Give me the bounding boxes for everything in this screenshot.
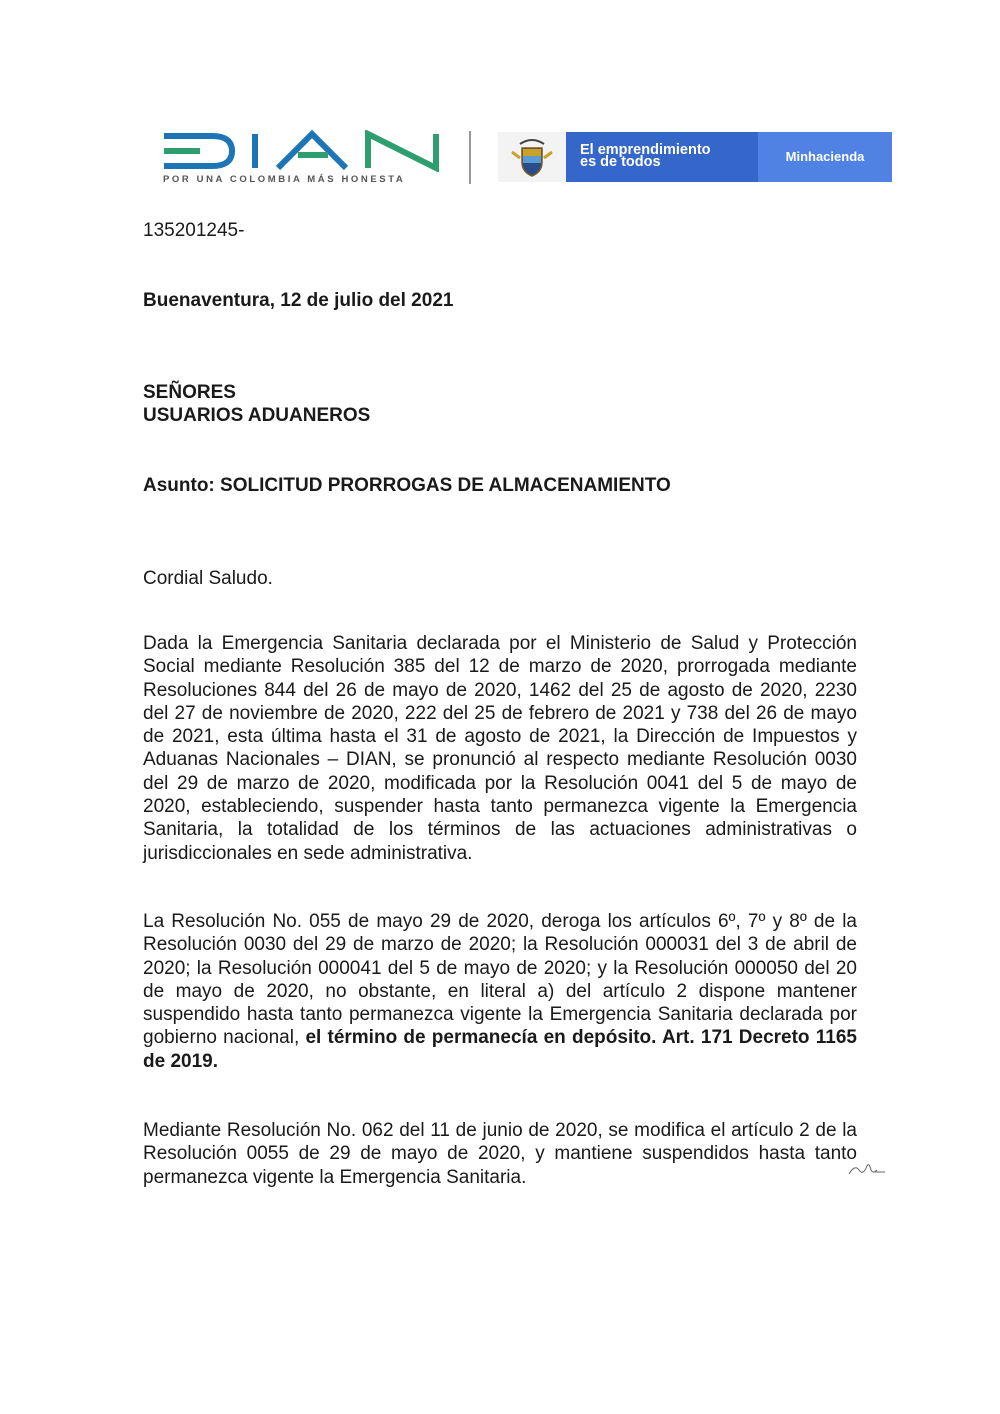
paragraph-2-emphasis: el término de permanecía en depósito. Art. 171 Decreto 1165 de 2019. <box>143 1027 857 1072</box>
dian-logo <box>160 130 445 190</box>
dian-tagline: POR UNA COLOMBIA MÁS HONESTA <box>163 174 406 185</box>
coat-of-arms-icon <box>498 132 566 182</box>
dian-wordmark-graphic <box>160 130 445 172</box>
greeting: Cordial Saludo. <box>143 568 273 589</box>
slogan-text <box>580 144 711 168</box>
logo-divider <box>469 131 471 184</box>
slogan-line-1: El emprendimiento <box>580 142 711 158</box>
place-and-date: Buenaventura, 12 de julio del 2021 <box>143 290 454 311</box>
reference-number: 135201245- <box>143 220 245 241</box>
recipient-line-1: SEÑORES <box>143 382 236 403</box>
paragraph-2 <box>143 910 857 1073</box>
government-banner <box>498 132 892 182</box>
slogan-panel <box>566 132 758 182</box>
ministry-label: Minhacienda <box>785 149 865 164</box>
slogan-line-2: es de todos <box>580 154 661 170</box>
paragraph-2-text: La Resolución No. 055 de mayo 29 de 2020, deroga los artículos 6º, 7º y 8º de la Resolución 0030 del 29 de marzo de 2020; la Resolución 000031 del 3 de abril de 2020; la Resolución 000041 del 5 de mayo de 2020; y la Resolución 000050 del 20 de mayo de 2020, no obstante, en literal a) del artículo 2 dispone mantener suspendido hasta tanto permanezca vigente la Emergencia Sanitaria declarada por gobierno nacional, <box>143 911 857 1049</box>
paragraph-1: Dada la Emergencia Sanitaria declarada por el Ministerio de Salud y Protección Social mediante Resolución 385 del 12 de marzo de 2020, prorrogada mediante Resoluciones 844 del 26 de mayo de 2020, 1462 del 25 de agosto de 2020, 2230 del 27 de noviembre de 2020, 222 del 25 de febrero de 2021 y 738 del 26 de mayo de 2021, esta última hasta el 31 de agosto de 2021, la Dirección de Impuestos y Aduanas Nacionales – DIAN, se pronunció al respecto mediante Resolución 0030 del 29 de marzo de 2020, modificada por la Resolución 0041 del 5 de mayo de 2020, estableciendo, suspender hasta tanto permanezca vigente la Emergencia Sanitaria, la totalidad de los términos de las actuaciones administrativas o jurisdiccionales en sede administrativa. <box>143 633 857 864</box>
paragraph-3: Mediante Resolución No. 062 del 11 de junio de 2020, se modifica el artículo 2 de la Resolución 0055 de 29 de mayo de 2020, y mantiene suspendidos hasta tanto permanezca vigente la Emergencia Sanitaria. <box>143 1120 857 1188</box>
coat-of-arms-box <box>498 132 566 182</box>
ministry-panel <box>758 132 892 182</box>
subject-line: Asunto: SOLICITUD PRORROGAS DE ALMACENAMIENTO <box>143 475 671 496</box>
dian-wordmark-text: DIAN <box>160 130 163 131</box>
initials-signature <box>845 1158 887 1180</box>
recipient-line-2: USUARIOS ADUANEROS <box>143 405 371 426</box>
